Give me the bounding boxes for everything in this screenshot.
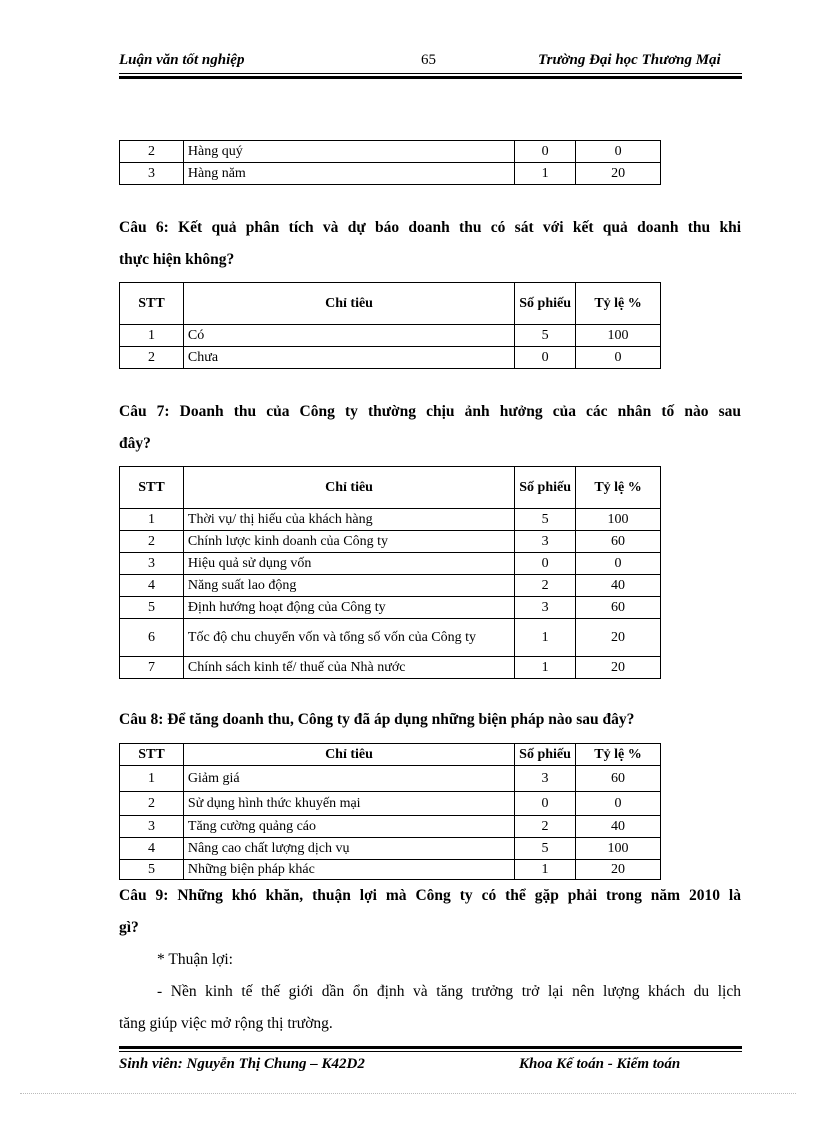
- cell-pct: 100: [576, 325, 661, 347]
- cell-count: 1: [515, 860, 576, 880]
- cell-stt: 4: [120, 838, 184, 860]
- page-number: 65: [421, 52, 436, 68]
- question-6: [119, 212, 741, 276]
- table-row: [120, 553, 661, 575]
- cell-item: Định hướng hoạt động của Công ty: [183, 597, 514, 619]
- cell-pct: 20: [576, 657, 661, 679]
- table-row: [120, 531, 661, 553]
- question-7: [119, 396, 741, 460]
- cell-count: 3: [515, 766, 576, 792]
- cell-pct: 60: [576, 597, 661, 619]
- cell-stt: 1: [120, 325, 184, 347]
- cell-count: 0: [515, 553, 576, 575]
- table-row: [120, 509, 661, 531]
- cell-stt: 3: [120, 553, 184, 575]
- cell-pct: 100: [576, 838, 661, 860]
- table-row: [120, 766, 661, 792]
- header-item: Chỉ tiêu: [183, 283, 514, 325]
- paragraph-line2: tăng giúp việc mở rộng thị trường.: [119, 1015, 333, 1032]
- cell-pct: 0: [576, 347, 661, 369]
- table-row: [120, 657, 661, 679]
- cell-item: Hàng quý: [183, 141, 514, 163]
- cell-stt: 6: [120, 619, 184, 657]
- cell-item: Chính lược kinh doanh của Công ty: [183, 531, 514, 553]
- table-row: [120, 163, 661, 185]
- header-count: Số phiếu: [515, 283, 576, 325]
- question-8-line1: Câu 8: Để tăng doanh thu, Công ty đã áp dụng những biện pháp nào sau đây?: [119, 711, 635, 728]
- cell-count: 2: [515, 816, 576, 838]
- cell-count: 1: [515, 619, 576, 657]
- cell-pct: 0: [576, 792, 661, 816]
- cell-stt: 2: [120, 531, 184, 553]
- header-right: Trường Đại học Thương Mại: [538, 52, 721, 68]
- cell-item: Chính sách kinh tế/ thuế của Nhà nước: [183, 657, 514, 679]
- cell-pct: 0: [576, 141, 661, 163]
- cell-count: 0: [515, 141, 576, 163]
- table-header-row: [120, 744, 661, 766]
- cell-count: 3: [515, 597, 576, 619]
- table-continued: [119, 140, 661, 185]
- cell-stt: 7: [120, 657, 184, 679]
- cell-pct: 100: [576, 509, 661, 531]
- header-item: Chỉ tiêu: [183, 744, 514, 766]
- header-pct: Tỷ lệ %: [576, 744, 661, 766]
- cell-pct: 60: [576, 531, 661, 553]
- cell-stt: 4: [120, 575, 184, 597]
- table-q6: [119, 282, 661, 369]
- header-stt: STT: [120, 467, 184, 509]
- question-9-line2: gì?: [119, 919, 139, 936]
- cell-item: Thời vụ/ thị hiếu của khách hàng: [183, 509, 514, 531]
- header-count: Số phiếu: [515, 744, 576, 766]
- cell-item: Năng suất lao động: [183, 575, 514, 597]
- paragraph-advantage-1: [119, 976, 741, 1040]
- header-item: Chỉ tiêu: [183, 467, 514, 509]
- question-8: [119, 704, 741, 736]
- footer-right: Khoa Kế toán - Kiểm toán: [519, 1056, 681, 1072]
- cell-stt: 3: [120, 163, 184, 185]
- header-pct: Tỷ lệ %: [576, 467, 661, 509]
- table-row: [120, 619, 661, 657]
- table-q8: [119, 743, 661, 880]
- table-row: [120, 575, 661, 597]
- cell-item: Hàng năm: [183, 163, 514, 185]
- cell-pct: 40: [576, 816, 661, 838]
- cell-pct: 40: [576, 575, 661, 597]
- cell-pct: 0: [576, 553, 661, 575]
- cell-stt: 5: [120, 597, 184, 619]
- table-header-row: [120, 467, 661, 509]
- page-edge-dotted: [20, 1093, 796, 1094]
- question-9-line1: Câu 9: Những khó khăn, thuận lợi mà Công ty có thể gặp phải trong năm 2010 là: [119, 887, 741, 904]
- question-9: [119, 880, 741, 944]
- question-7-line1: Câu 7: Doanh thu của Công ty thường chịu ảnh hưởng của các nhân tố nào sau: [119, 403, 741, 420]
- cell-count: 5: [515, 509, 576, 531]
- cell-pct: 20: [576, 163, 661, 185]
- cell-item: Chưa: [183, 347, 514, 369]
- table-q7: [119, 466, 661, 679]
- cell-count: 5: [515, 325, 576, 347]
- cell-stt: 3: [120, 816, 184, 838]
- table-row: [120, 347, 661, 369]
- cell-count: 5: [515, 838, 576, 860]
- cell-count: 0: [515, 347, 576, 369]
- cell-item: Những biện pháp khác: [183, 860, 514, 880]
- cell-stt: 5: [120, 860, 184, 880]
- cell-count: 3: [515, 531, 576, 553]
- header-stt: STT: [120, 744, 184, 766]
- cell-item: Có: [183, 325, 514, 347]
- footer-rule-thin: [119, 1051, 742, 1052]
- table-header-row: [120, 283, 661, 325]
- cell-item: Hiệu quả sử dụng vốn: [183, 553, 514, 575]
- cell-stt: 1: [120, 509, 184, 531]
- header-pct: Tỷ lệ %: [576, 283, 661, 325]
- paragraph-line1: - Nền kinh tế thế giới dần ổn định và tăng trưởng trở lại nên lượng khách du lịch: [157, 983, 741, 1000]
- cell-item: Giảm giá: [183, 766, 514, 792]
- question-7-line2: đây?: [119, 435, 151, 452]
- subheading-advantages: * Thuận lợi:: [157, 951, 233, 968]
- table-row: [120, 838, 661, 860]
- cell-count: 1: [515, 163, 576, 185]
- cell-item: Tăng cường quảng cáo: [183, 816, 514, 838]
- table-row: [120, 597, 661, 619]
- cell-pct: 20: [576, 619, 661, 657]
- header-stt: STT: [120, 283, 184, 325]
- table-row: [120, 816, 661, 838]
- question-6-line1: Câu 6: Kết quả phân tích và dự báo doanh thu có sát với kết quả doanh thu khi: [119, 219, 741, 236]
- table-row: [120, 141, 661, 163]
- cell-stt: 2: [120, 141, 184, 163]
- header-left: Luận văn tốt nghiệp: [119, 52, 245, 68]
- cell-count: 1: [515, 657, 576, 679]
- cell-pct: 60: [576, 766, 661, 792]
- table-row: [120, 325, 661, 347]
- cell-stt: 2: [120, 792, 184, 816]
- question-6-line2: thực hiện không?: [119, 251, 235, 268]
- cell-stt: 1: [120, 766, 184, 792]
- footer-rule-thick: [119, 1046, 742, 1049]
- cell-count: 0: [515, 792, 576, 816]
- table-row: [120, 860, 661, 880]
- header-rule-thin: [119, 73, 742, 74]
- cell-count: 2: [515, 575, 576, 597]
- footer-left: Sinh viên: Nguyễn Thị Chung – K42D2: [119, 1056, 365, 1072]
- cell-item: Sử dụng hình thức khuyến mại: [183, 792, 514, 816]
- cell-stt: 2: [120, 347, 184, 369]
- header-rule-thick: [119, 76, 742, 79]
- header-count: Số phiếu: [515, 467, 576, 509]
- cell-item: Tốc độ chu chuyển vốn và tổng số vốn của Công ty: [183, 619, 514, 657]
- cell-pct: 20: [576, 860, 661, 880]
- cell-item: Nâng cao chất lượng dịch vụ: [183, 838, 514, 860]
- table-row: [120, 792, 661, 816]
